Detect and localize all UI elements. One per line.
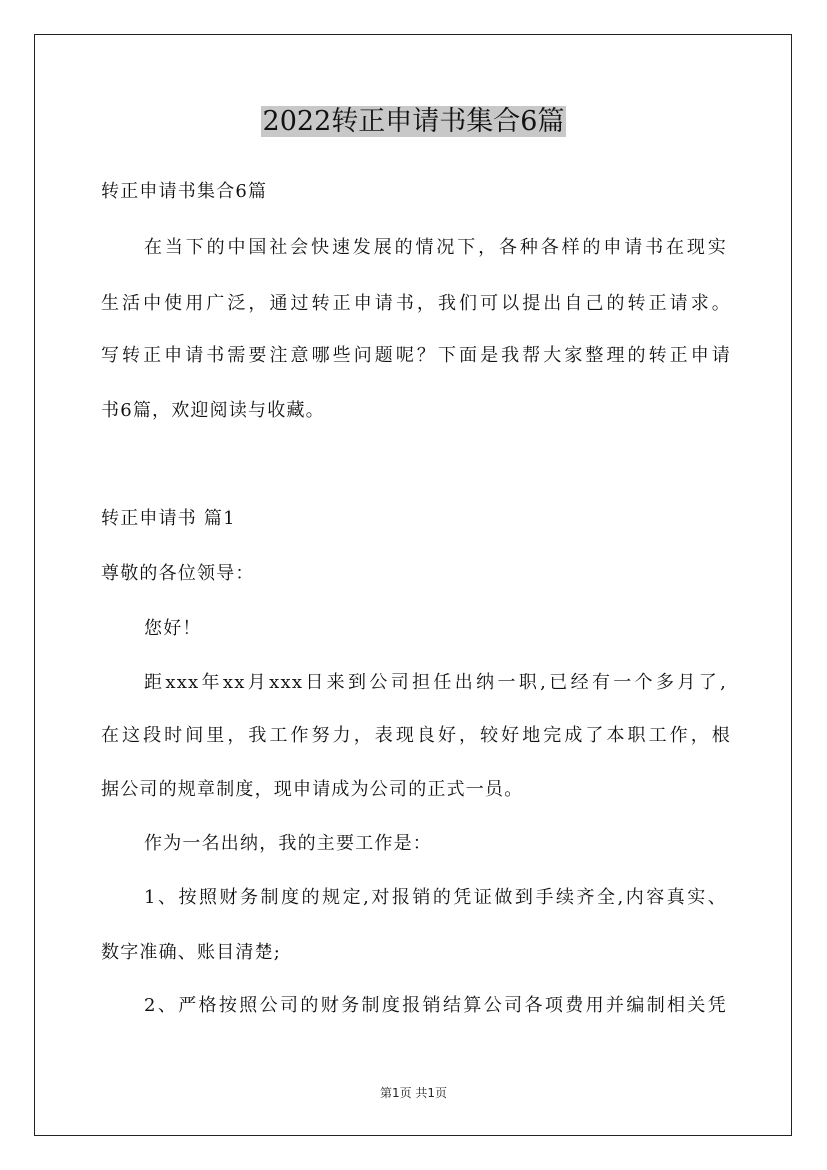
body-line-7: 2、严格按照公司的财务制度报销结算公司各项费用并编制相关凭: [144, 995, 727, 1016]
page-footer: 第1页 共1页: [379, 1086, 448, 1100]
greeting: 您好！: [144, 618, 202, 639]
body-line-3: 据公司的规章制度，现申请成为公司的正式一员。: [101, 779, 524, 800]
intro-line-3: 写转正申请书需要注意哪些问题呢？下面是我帮大家整理的转正申请: [101, 345, 731, 366]
body-line-5: 1、按照财务制度的规定,对报销的凭证做到手续齐全,内容真实、: [144, 887, 727, 908]
body-line-2: 在这段时间里，我工作努力，表现良好，较好地完成了本职工作，根: [101, 725, 731, 746]
body-line-6: 数字准确、账目清楚;: [101, 942, 282, 963]
body-line-4: 作为一名出纳，我的主要工作是：: [144, 833, 432, 854]
intro-line-1: 在当下的中国社会快速发展的情况下，各种各样的申请书在现实: [144, 237, 727, 258]
title-text: 2022转正申请书集合6篇: [262, 106, 565, 137]
intro-line-2: 生活中使用广泛，通过转正申请书，我们可以提出自己的转正请求。: [101, 293, 731, 314]
intro-line-4: 书6篇，欢迎阅读与收藏。: [101, 400, 325, 421]
section-heading: 转正申请书 篇1: [101, 508, 236, 529]
document-title: [0, 102, 827, 142]
salutation: 尊敬的各位领导：: [101, 563, 255, 584]
body-line-1: 距xxx年xx月xxx日来到公司担任出纳一职,已经有一个多月了,: [144, 672, 727, 693]
subtitle-line: 转正申请书集合6篇: [101, 181, 268, 202]
